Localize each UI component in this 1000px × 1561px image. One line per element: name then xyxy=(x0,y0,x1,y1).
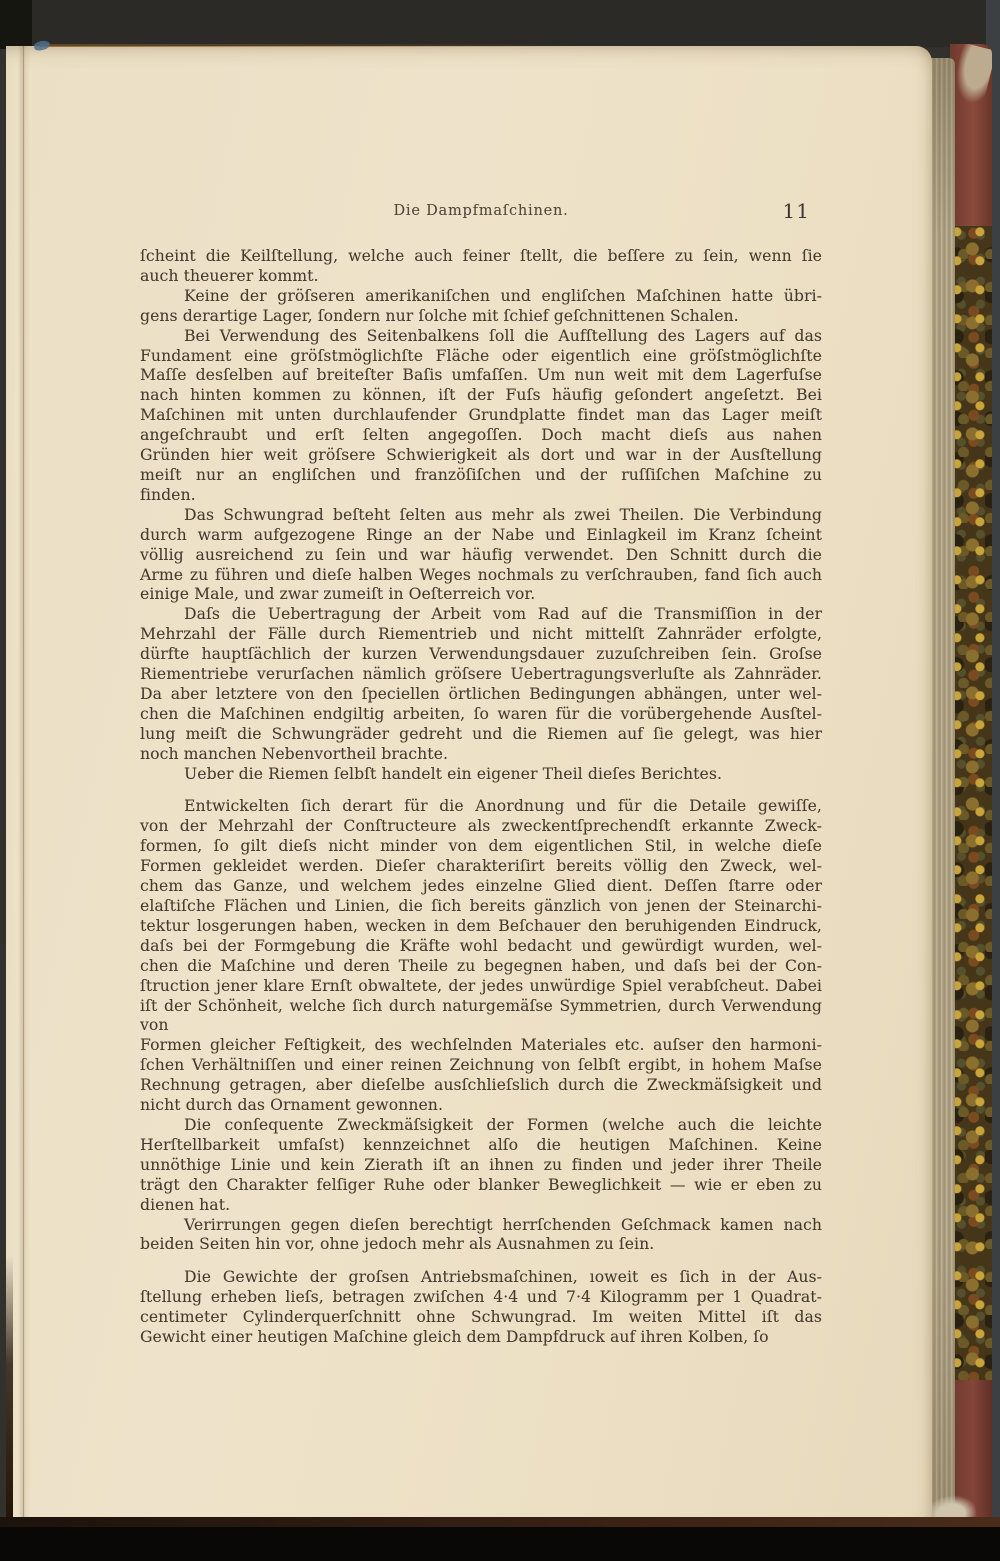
text-line: beiden Seiten hin vor, ohne jedoch mehr als Ausnahmen zu ſein. xyxy=(140,1235,655,1254)
text-line: einige Male, und zwar zumeiſt in Oeſterreich vor. xyxy=(140,585,536,604)
text-line: chen die Maſchinen endgiltig arbeiten, ſo waren für die vorübergehende Ausſtel- xyxy=(140,704,822,723)
text-line: gens derartige Lager, ſondern nur ſolche mit ſchief geſchnittenen Schalen. xyxy=(140,306,739,325)
text-line: Fundament eine gröſstmöglichſte Fläche oder eigentlich eine gröſstmöglichſte xyxy=(140,346,822,365)
text-line: Maſchinen mit unten durchlaufender Grundplatte findet man das Lager meiſt xyxy=(140,406,822,425)
text-line: ſcheint die Keilſtellung, welche auch feiner ſtellt, die beſſere zu ſein, wenn ſie xyxy=(140,247,822,265)
text-line: Ueber die Riemen ſelbſt handelt ein eigener Theil dieſes Berichtes. xyxy=(184,764,723,783)
paragraph xyxy=(140,765,822,785)
text-line: Riementriebe verurſachen nämlich gröſsere Uebertragungsverluſte als Zahnräder. xyxy=(140,665,822,684)
text-line: iſt der Schönheit, welche ſich durch naturgemäſse Symmetrien, durch Verwendung von xyxy=(140,996,822,1035)
text-line: Die Gewichte der groſsen Antriebsmaſchinen, ıoweit es ſich in der Aus- xyxy=(184,1268,822,1287)
text-line: angeſchraubt und erſt ſelten angegoſſen. Doch macht dieſs aus nahen xyxy=(140,426,822,445)
running-title: Die Dampfmaſchinen. xyxy=(393,203,569,219)
text-line: meiſt nur an engliſchen und franzöſiſchen und der ruſſiſchen Maſchine zu xyxy=(140,465,822,484)
page-top-edge-shadow xyxy=(40,44,580,47)
text-line: von der Mehrzahl der Conſtructeure als zweckentſprechendſt erkannte Zweck- xyxy=(140,817,822,836)
text-line: Formen gekleidet werden. Dieſer charakteriſirt bereits völlig den Zweck, wel- xyxy=(140,857,822,876)
paragraph xyxy=(140,797,822,1116)
text-line: Mehrzahl der Fälle durch Riementrieb und nicht mittelſt Zahnräder erfolgte, xyxy=(140,625,822,644)
text-line: Rechnung getragen, aber dieſelbe ausſchlieſslich durch die Zweckmäſsigkeit und xyxy=(140,1076,822,1095)
page-header xyxy=(140,199,822,227)
text-line: centimeter Cylinderquerſchnitt ohne Schwungrad. Im weiten Mittel iſt das xyxy=(140,1308,822,1327)
paragraph xyxy=(140,605,822,764)
text-line: formen, ſo gilt dieſs nicht minder von dem eigentlichen Stil, in welche dieſe xyxy=(140,837,822,856)
backdrop-bottom-band xyxy=(0,1527,1000,1561)
page-left-edge-shadow xyxy=(6,1256,13,1526)
text-line: finden. xyxy=(140,485,196,504)
text-line: Keine der gröſseren amerikaniſchen und engliſchen Maſchinen hatte übri- xyxy=(184,286,822,305)
page-gutter-fold-line xyxy=(23,46,24,1526)
paragraph xyxy=(140,1216,822,1256)
paragraph xyxy=(140,1116,822,1216)
text-line: Daſs die Uebertragung der Arbeit vom Rad auf die Transmiſſion in der xyxy=(184,605,822,624)
text-line: auch theuerer kommt. xyxy=(140,266,319,285)
body-text-block xyxy=(140,247,822,1348)
paragraph xyxy=(140,247,822,287)
paragraph xyxy=(140,287,822,327)
text-line: nicht durch das Ornament gewonnen. xyxy=(140,1096,444,1115)
text-line: Maſſe desſelben auf breiteſter Baſis umfaſſen. Um nun weit mit dem Lagerfuſse xyxy=(140,366,822,385)
text-line: ſchen Verhältniſſen und einer reinen Zeichnung von ſelbſt ergibt, in hohem Maſse xyxy=(140,1056,822,1075)
page-number: 11 xyxy=(782,199,810,223)
text-line: ſtruction jener klare Ernſt obwaltete, der jedes unwürdige Spiel verabſcheut. Dabei xyxy=(140,976,822,995)
text-line: dürfte hauptſächlich der kurzen Verwendungsdauer zuzuſchreiben ſein. Groſse xyxy=(140,645,822,664)
paragraph xyxy=(140,327,822,506)
text-line: Gründen hier weit gröſsere Schwierigkeit als dort und war in der Ausſtellung xyxy=(140,446,822,465)
backdrop-top-band xyxy=(0,0,1000,47)
text-line: völlig ausreichend zu ſein und war häufig verwendet. Den Schnitt durch die xyxy=(140,545,822,564)
text-line: Formen gleicher Feſtigkeit, des wechſelnden Materiales etc. auſser den harmoni- xyxy=(140,1036,822,1055)
text-line: Entwickelten ſich derart für die Anordnung und für die Detaile gewiſſe, xyxy=(184,797,822,816)
book-cover-edge xyxy=(950,44,992,1534)
text-line: Gewicht einer heutigen Maſchine gleich dem Dampfdruck auf ihren Kolben, ſo xyxy=(140,1328,769,1347)
text-line: Herſtellbarkeit umfaſst) kennzeichnet alſo die heutigen Maſchinen. Keine xyxy=(140,1135,822,1154)
text-line: chem das Ganze, und welchem jedes einzelne Glied dient. Deſſen ſtarre oder xyxy=(140,877,822,896)
text-line: unnöthige Linie und kein Zierath iſt an ihnen zu finden und jeder ihrer Theile xyxy=(140,1155,822,1174)
text-line: Arme zu führen und dieſe halben Weges nochmals zu verſchrauben, fand ſich auch xyxy=(140,565,822,584)
backdrop-top-left-corner xyxy=(0,0,32,49)
text-line: Das Schwungrad beſteht ſelten aus mehr als zwei Theilen. Die Verbindung xyxy=(184,505,822,524)
text-line: tektur losgerungen haben, wecken in dem Beſchauer den beruhigenden Eindruck, xyxy=(140,916,822,935)
text-line: lung meiſt die Schwungräder gedreht und die Riemen auf ſie gelegt, was hier xyxy=(140,724,822,743)
page-gutter-fold xyxy=(18,46,30,1526)
text-line: Da aber letztere von den ſpeciellen örtlichen Bedingungen abhängen, unter wel- xyxy=(140,684,822,703)
paragraph xyxy=(140,1268,822,1348)
cover-marbled-board xyxy=(950,226,992,1380)
text-line: chen die Maſchine und deren Theile zu begegnen haben, und daſs bei der Con- xyxy=(140,956,822,975)
text-line: durch warm aufgezogene Ringe an der Nabe und Einlagkeil im Kranz ſcheint xyxy=(140,525,822,544)
text-line: nach hinten kommen zu können, iſt der Fuſs häufig geſondert angeſetzt. Bei xyxy=(140,386,822,405)
text-line: trägt den Charakter felſiger Ruhe oder blanker Beweglichkeit — wie er eben zu xyxy=(140,1175,822,1194)
text-line: elaſtiſche Flächen und Linien, die ſich bereits gänzlich von jenen der Steinarchi- xyxy=(140,897,822,915)
paragraph xyxy=(140,506,822,606)
text-line: Verirrungen gegen dieſen berechtigt herrſchenden Geſchmack kamen nach xyxy=(184,1215,822,1234)
text-line: noch manchen Nebenvortheil brachte. xyxy=(140,744,449,763)
text-line: Bei Verwendung des Seitenbalkens ſoll die Aufſtellung des Lagers auf das xyxy=(184,326,822,345)
text-line: Die conſequente Zweckmäſsigkeit der Formen (welche auch die leichte xyxy=(184,1115,822,1134)
text-line: dienen hat. xyxy=(140,1195,231,1214)
text-line: daſs bei der Formgebung die Kräfte wohl bedacht und gewürdigt wurden, wel- xyxy=(140,936,822,955)
text-line: ſtellung erheben lieſs, betragen zwiſchen 4·4 und 7·4 Kilogramm per 1 Quadrat- xyxy=(140,1288,822,1307)
